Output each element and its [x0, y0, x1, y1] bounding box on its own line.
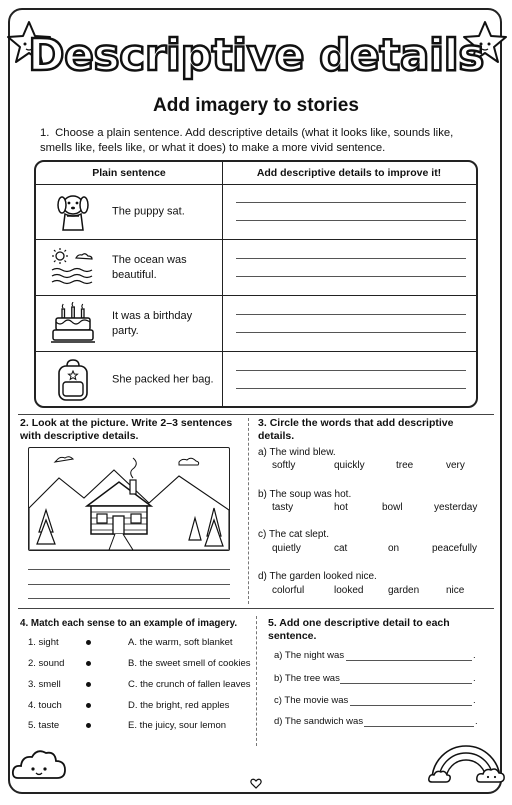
answer-line[interactable]	[28, 598, 230, 599]
table-row	[36, 296, 476, 352]
match-dot[interactable]	[86, 640, 91, 645]
sense-item: 1. sight	[28, 637, 59, 648]
word-choice[interactable]: hot	[334, 502, 348, 513]
answer-line[interactable]	[236, 332, 466, 333]
q3-sentence	[258, 447, 336, 458]
word-choice[interactable]: quickly	[334, 460, 365, 471]
cabin-picture	[28, 447, 230, 551]
sense-item: 3. smell	[28, 679, 61, 690]
q3-sentence	[258, 529, 329, 540]
answer-line[interactable]	[364, 726, 474, 727]
question-text: Match each sense to an example of imagery.	[30, 618, 238, 629]
plain-sentence: She packed her bag.	[112, 373, 214, 386]
sense-item: 5. taste	[28, 720, 60, 731]
q5-item	[274, 650, 344, 661]
question-4	[20, 617, 252, 630]
word-choice[interactable]: very	[446, 460, 465, 471]
word-choice[interactable]: on	[388, 543, 400, 554]
table-row	[36, 352, 476, 408]
sentence-end: .	[475, 716, 478, 727]
item-text: The movie was	[284, 695, 349, 706]
word-choice[interactable]: looked	[334, 585, 364, 596]
heart-icon	[250, 778, 262, 789]
sentence-end: .	[473, 673, 476, 684]
column-header-improve: Add descriptive details to improve it!	[256, 167, 442, 179]
question-number: 3.	[258, 417, 267, 429]
answer-line[interactable]	[340, 683, 472, 684]
match-dot[interactable]	[86, 661, 91, 666]
table-row	[36, 240, 476, 296]
item-sentence: The garden looked nice.	[269, 571, 377, 582]
item-text: The night was	[284, 650, 345, 661]
question-number: 2.	[20, 417, 29, 429]
rainbow-icon	[426, 728, 506, 786]
answer-line[interactable]	[28, 584, 230, 585]
word-choice[interactable]: quietly	[272, 543, 301, 554]
question-text: Choose a plain sentence. Add descriptive details (what it looks like, sounds like, smells like, feels like, or what it does) to make a more vivid sentence.	[40, 127, 454, 154]
word-choice[interactable]: peacefully	[432, 543, 478, 554]
section-divider	[18, 608, 494, 609]
cloud-icon	[10, 742, 68, 786]
example-item: E. the juicy, sour lemon	[128, 720, 227, 731]
item-label: b)	[274, 673, 283, 684]
puppy-icon	[50, 190, 96, 234]
item-label: a)	[258, 447, 267, 458]
q5-item	[274, 716, 363, 727]
question-5	[268, 617, 468, 643]
plain-sentence: The ocean was beautiful.	[112, 253, 187, 281]
answer-line[interactable]	[236, 202, 466, 203]
plain-sentence: The puppy sat.	[112, 205, 185, 217]
sentence-end: .	[473, 695, 476, 706]
item-label: d)	[274, 716, 283, 727]
plain-sentence: It was a birthday party.	[112, 309, 193, 337]
word-choice[interactable]: softly	[272, 460, 296, 471]
item-label: c)	[274, 695, 282, 706]
item-text: The sandwich was	[284, 716, 364, 727]
word-choice[interactable]: bowl	[382, 502, 403, 513]
example-item: A. the warm, soft blanket	[128, 637, 233, 648]
item-label: b)	[258, 489, 267, 500]
q3-sentence	[258, 489, 351, 500]
word-choice[interactable]: nice	[446, 585, 465, 596]
answer-line[interactable]	[28, 569, 230, 570]
item-label: c)	[258, 529, 267, 540]
sense-item: 2. sound	[28, 658, 65, 669]
section-divider	[256, 616, 257, 746]
answer-line[interactable]	[350, 705, 472, 706]
word-choice[interactable]: garden	[388, 585, 420, 596]
example-item: B. the sweet smell of cookies	[128, 658, 251, 669]
match-dot[interactable]	[86, 703, 91, 708]
answer-line[interactable]	[236, 388, 466, 389]
item-text: The tree was	[284, 673, 340, 684]
question-number: 4.	[20, 618, 29, 629]
ocean-icon	[50, 246, 96, 290]
word-choice[interactable]: tree	[396, 460, 414, 471]
backpack-icon	[50, 358, 96, 402]
question-text: Add one descriptive detail to each sentence.	[268, 617, 450, 642]
q3-sentence	[258, 571, 377, 582]
match-dot[interactable]	[86, 723, 91, 728]
item-sentence: The soup was hot.	[269, 489, 352, 500]
item-label: a)	[274, 650, 283, 661]
answer-line[interactable]	[236, 220, 466, 221]
item-label: d)	[258, 571, 267, 582]
word-choice[interactable]: cat	[334, 543, 348, 554]
section-divider	[18, 414, 494, 415]
sense-item: 4. touch	[28, 700, 62, 711]
question-text: Circle the words that add descriptive details.	[258, 417, 454, 442]
question-number: 5.	[268, 617, 277, 629]
answer-line[interactable]	[346, 660, 472, 661]
cake-icon	[50, 302, 96, 346]
question-2	[20, 417, 240, 443]
answer-line[interactable]	[236, 370, 466, 371]
word-choice[interactable]: colorful	[272, 585, 305, 596]
item-sentence: The cat slept.	[268, 529, 329, 540]
q5-item	[274, 673, 340, 684]
answer-line[interactable]	[236, 314, 466, 315]
example-item: D. the bright, red apples	[128, 700, 230, 711]
column-header-plain: Plain sentence	[92, 167, 166, 179]
sentence-end: .	[473, 650, 476, 661]
word-choice[interactable]: yesterday	[434, 502, 478, 513]
question-text: Look at the picture. Write 2–3 sentences with descriptive details.	[20, 417, 233, 442]
page-subtitle: Add imagery to stories	[153, 95, 359, 116]
question-number: 1.	[40, 127, 50, 139]
word-choice[interactable]: tasty	[272, 502, 294, 513]
table-header	[36, 162, 476, 185]
section-divider	[248, 418, 249, 604]
answer-line[interactable]	[236, 276, 466, 277]
q5-item	[274, 695, 348, 706]
item-sentence: The wind blew.	[269, 447, 336, 458]
question-1	[40, 126, 480, 156]
table-row	[36, 184, 476, 240]
page-title: Descriptive details	[28, 30, 484, 81]
example-item: C. the crunch of fallen leaves	[128, 679, 251, 690]
details-table	[34, 160, 478, 408]
match-dot[interactable]	[86, 682, 91, 687]
answer-line[interactable]	[236, 258, 466, 259]
question-3	[258, 417, 478, 443]
